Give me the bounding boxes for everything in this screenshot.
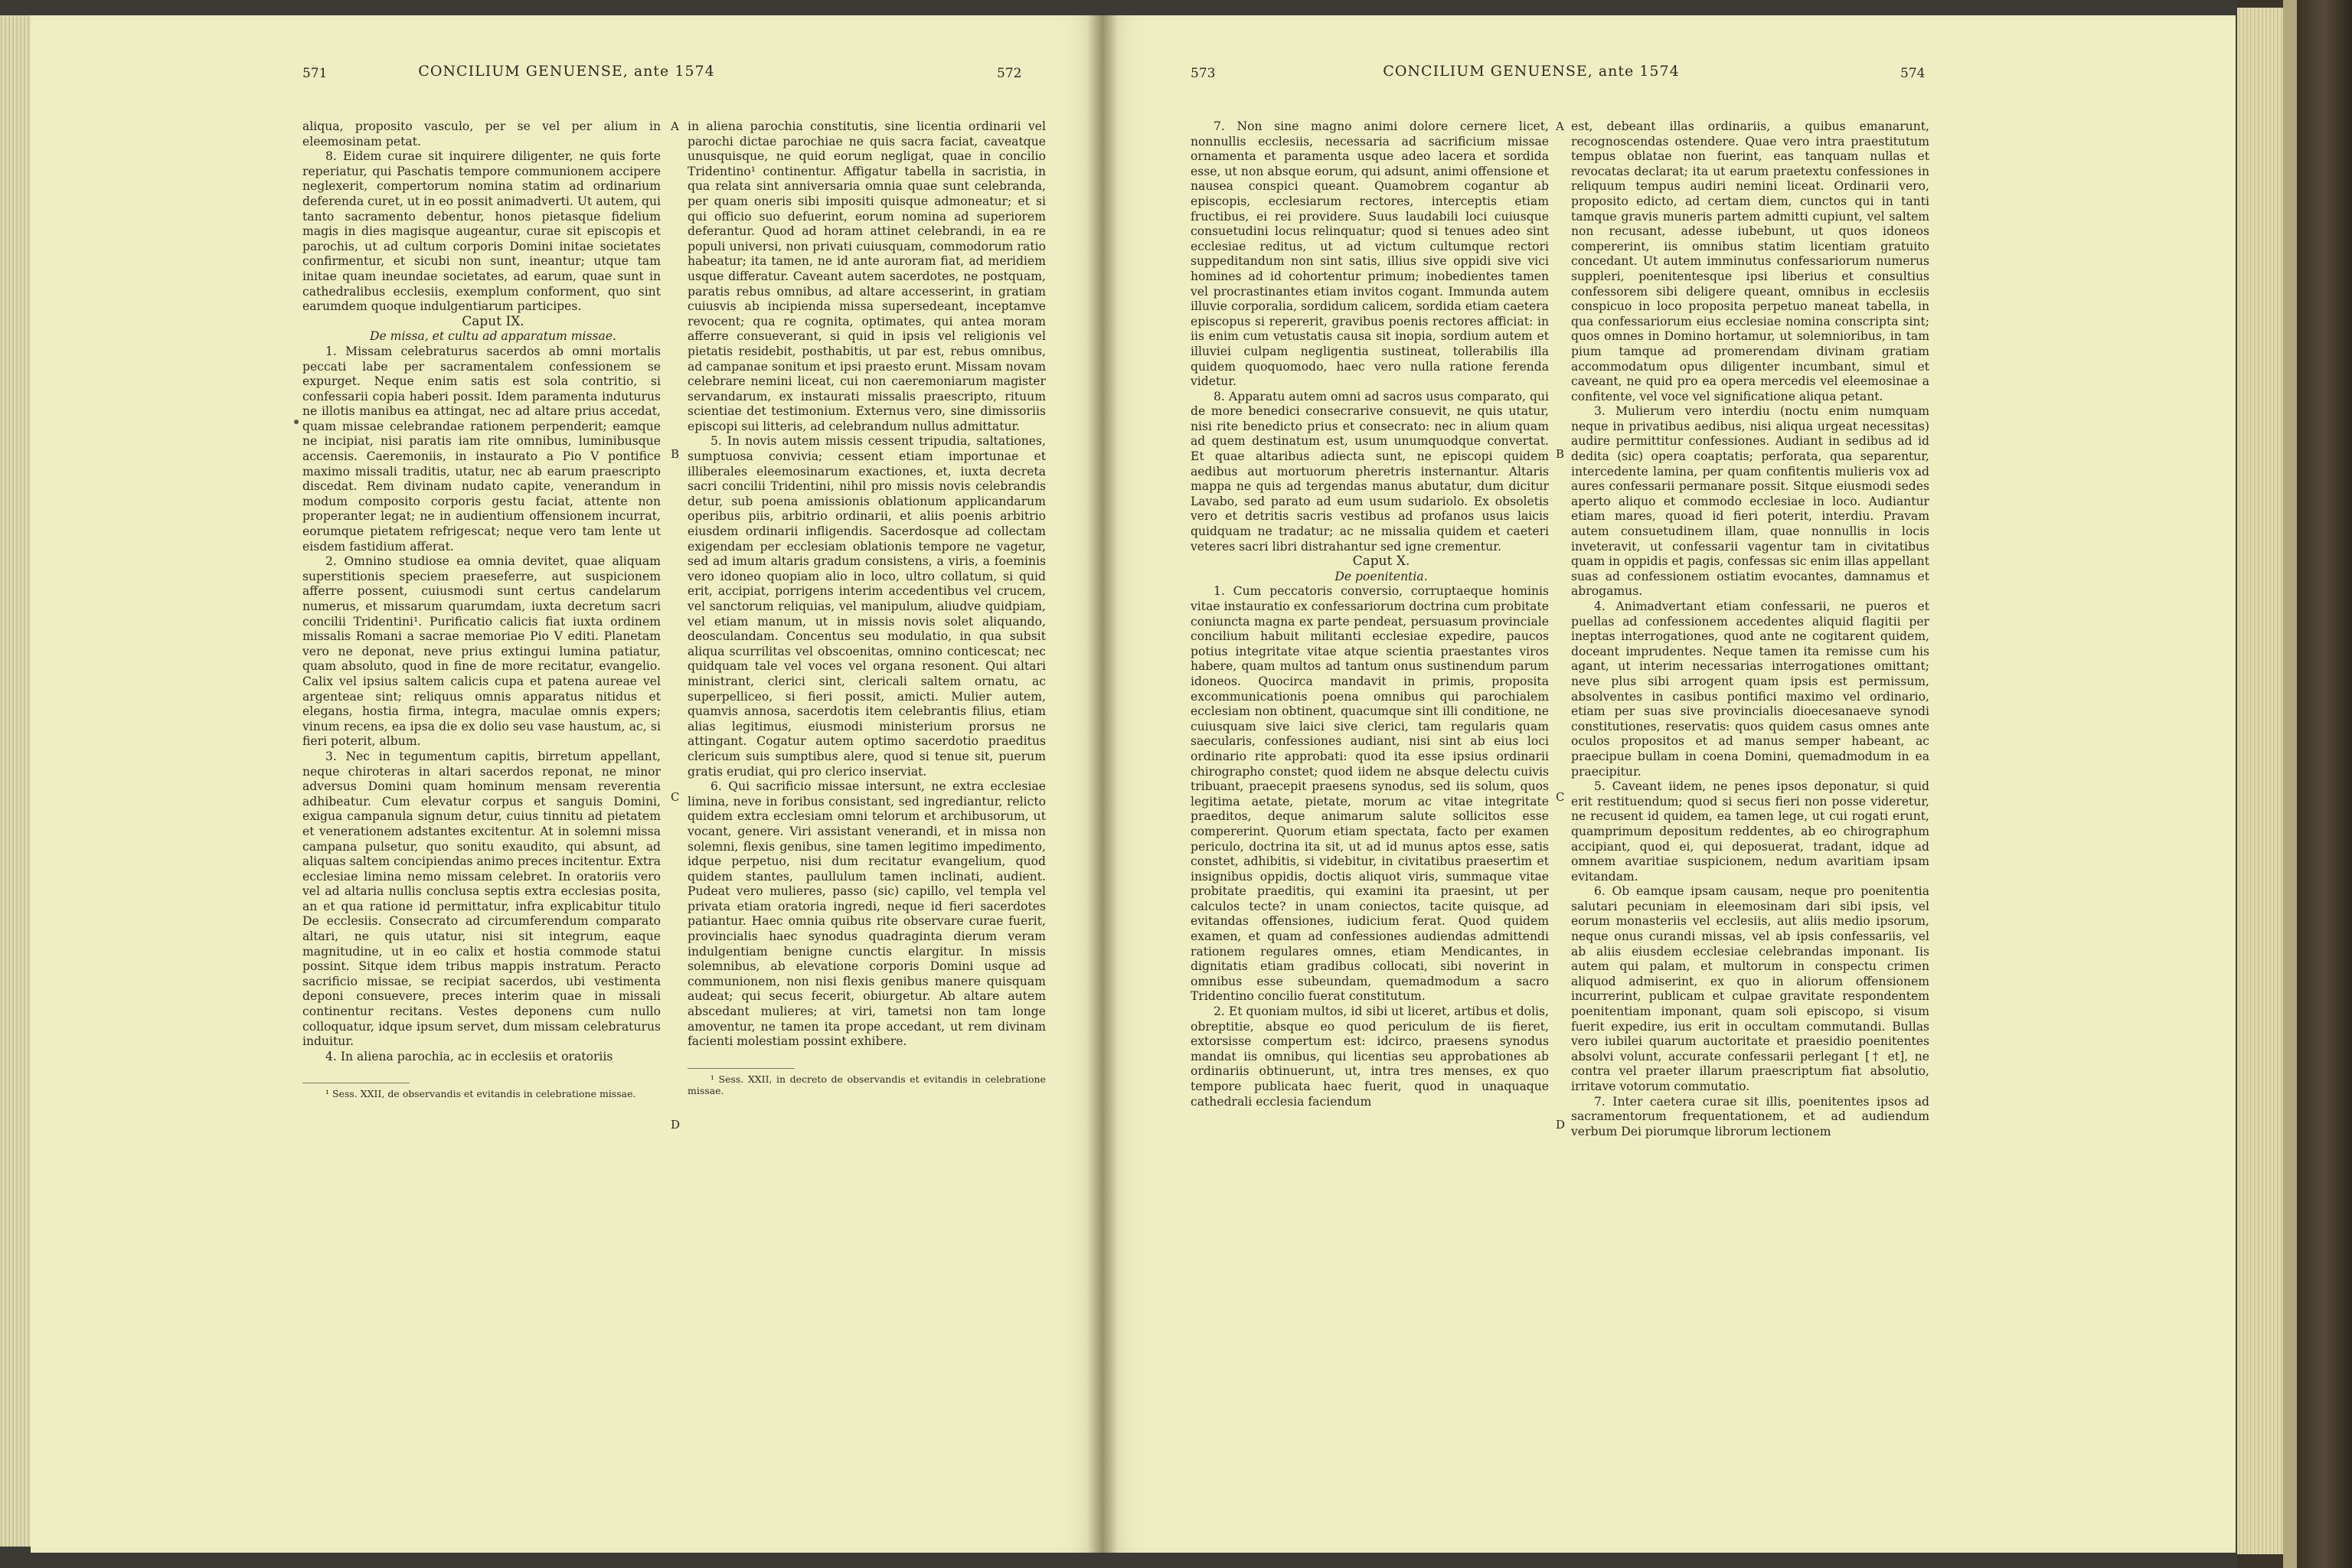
margin-marker: B xyxy=(1556,447,1565,461)
margin-marker: A xyxy=(1556,119,1564,133)
paragraph: 7. Non sine magno animi dolore cernere licet, nonnullis ecclesiis, necessaria ad sacrificium missae ornamenta et paramenta usque adeo lacera et sordida esse, ut non absque eorum, qui adsunt, animi offensione et nausea conspici queant. Quamobrem cogantur ab episcopis, ecclesiarum rectores, interceptis etiam fructibus, ei rei providere. Suus laudabili loci cuiusque consuetudini locus relinquatur; quod si tenues adeo sint ecclesiae reditus, ut ad victum cultumque rectori suppeditandum non sint satis, illius sive oppidi sive vici homines ad id cohortentur primum; inobedientes tamen vel procrastinantes etiam invitos cogant. Immunda autem illuvie corporalia, sordidum calicem, sordida etiam caetera episcopus si repererit, gravibus poenis rectores afficiat: in iis enim cum vetustatis causa sit inopia, sordium autem et illuviei culpam negligentia sustineat, tollerabilis illa quidem quoquomodo, haec vero nulla ratione ferenda videtur. xyxy=(1191,119,1549,389)
running-header xyxy=(1102,63,2236,86)
paragraph: 4. Animadvertant etiam confessarii, ne pueros et puellas ad confessionem accedentes aliquid flagitii per ineptas interrogationes, quod ante ne cogitarent quidem, doceant imprudentes. Neque tamen ita remisse cum his agant, ut interim necessarias interrogationes omittant; neve plus sibi arrogent quam ipsis est permissum, absolventes in casibus pontifici maximo vel ordinario, etiam per suas sive provincialis dioecesanaeve synodi constitutiones, reservatis: quos quidem casus omnes ante oculos propositos et ad manus semper habeant, ac praecipue bullam in coena Domini, quemadmodum in ea praecipitur. xyxy=(1571,599,1929,779)
page-stack-left xyxy=(0,15,31,1547)
paragraph: 4. In aliena parochia, ac in ecclesiis et oratoriis xyxy=(325,1049,613,1063)
page-number: 571 xyxy=(302,66,328,81)
paragraph: est, debeant illas ordinariis, a quibus emanarunt, recognoscendas ostendere. Quae vero intra praestitutum tempus oblatae non fuerint, eas tanquam nullas et revocatas declarat; ita ut earum praetextu confessiones in reliquum tempus audiri nemini liceat. Ordinarii vero, proposito edicto, ad certam diem, cunctos qui in tanti tamque gravis muneris partem admitti cupiunt, vel saltem non recusant, adesse iubebunt, ut quos idoneos compererint, iis omnibus statim licentiam gratuito concedant. Ut autem imminutus confessariorum numerus suppleri, poenitentesque ipsi liberius et consultius confessorem sibi deligere queant, omnibus in ecclesiis conspicuo in loco proposita perpetuo maneat tabella, in qua confessariorum eius ecclesiae nomina conscripta sint; quos omnes in Domino hortamur, ut solemnioribus, in tam pium tamque ad promerendam divinam gratiam accommodatum opus diligenter incumbant, simul et caveant, ne quid pro ea opera mercedis vel eleemosinae a confitente, vel voce vel significatione aliqua petant. xyxy=(1571,119,1929,403)
text-column-2 xyxy=(688,119,1046,1096)
paragraph: 8. Eidem curae sit inquirere diligenter, ne quis forte reperiatur, qui Paschatis tempore communionem accipere neglexerit, compertorum nomina statim ad ordinarium deferenda curet, ut in eo possit animadverti. Ut autem, qui tanto sacramento debentur, honos pietasque fidelium magis in dies magisque augeantur, curae sit episcopis et parochis, ut ad cultum corporis Domini initae societates confirmentur, et sicubi non sunt, ineantur; utque tam initae quam ineundae societates, ad earum, quae sunt in cathedralibus ecclesiis, exemplum conforment, quo sint earumdem quoque indulgentiarum participes. xyxy=(302,149,661,314)
running-head-title: CONCILIUM GENUENSE, ante 1574 xyxy=(418,63,715,80)
chapter-title: Caput X. xyxy=(1352,554,1410,570)
cover-edge xyxy=(2283,0,2297,1568)
margin-marker: C xyxy=(1556,790,1565,804)
margin-marker: D xyxy=(1556,1118,1566,1132)
paragraph: 3. Nec in tegumentum capitis, birretum appellant, neque chiroteras in altari sacerdos reponat, ne minor adversus Domini quam hominum mensam reverentia adhibeatur. Cum elevatur corpus et sanguis Domini, exigua campanula signum detur, cuius tinnitu ad pietatem et venerationem adstantes excitentur. At in solemni missa campana pulsetur, quo sonitu exaudito, qui absunt, ad aliquas saltem concipiendas animo preces incitentur. Extra ecclesiae limina nemo missam celebret. In oratoriis vero vel ad altaria nullis conclusa septis extra ecclesias posita, an et qua ratione id permittatur, infra explicabitur titulo De ecclesiis. Consecrato ad circumferendum comparato altari, ne quis utatur, nisi sit integrum, eaque magnitudine, ut in eo calix et hostia commode statui possint. Sitque idem tribus mappis instratum. Peracto sacrificio missae, se recipiat sacerdos, ubi vestimenta deponi consuevere, preces interim quae in missali continentur recitans. Vestes deponens cum nullo colloquatur, idque ipsum servet, dum missam celebraturus induitur. xyxy=(302,749,661,1049)
footnote: ¹ Sess. XXII, in decreto de observandis et evitandis in celebratione missae. xyxy=(688,1073,1046,1096)
chapter-subtitle: De poenitentia. xyxy=(1334,569,1428,583)
paragraph: in aliena parochia constitutis, sine licentia ordinarii vel parochi dictae parochiae ne quis sacra faciat, caveatque unusquisque, ne quid eorum negligat, quae in concilio Tridentino¹ continentur. Affigatur tabella in sacristia, in qua relata sint anniversaria omnia quae sunt celebranda, per quam oneris sibi impositi quisque admoneatur; et si qui officio suo defuerint, eorum nomina ad superiorem deferantur. Quod ad horam attinet celebrandi, in ea re populi universi, non privati cuiusquam, commodorum ratio habeatur; ita tamen, ne id ante auroram fiat, ad meridiem usque differatur. Caveant autem sacerdotes, ne postquam, paratis rebus omnibus, ad altare accesserint, in gratiam cuiusvis ab incipienda missa supersedeant, inceptamve revocent; qua re cognita, optimates, qui antea moram afferre consueverant, si quid in ipsis vel religionis vel pietatis residebit, posthabitis, ut par est, rebus omnibus, ad campanae sonitum et ipsi praesto erunt. Missam novam celebrare nemini liceat, cui non caeremoniarum magister servandarum, ex instaurati missalis praescripto, rituum scientiae det testimonium. Externus vero, sine dimissoriis episcopi sui litteris, ad celebrandum nullus admittatur. xyxy=(688,119,1046,433)
margin-marker: C xyxy=(671,790,680,804)
paragraph: 7. Inter caetera curae sit illis, poenitentes ipsos ad sacramentorum frequentationem, et ad audiendum verbum Dei piorumque librorum lectionem xyxy=(1571,1094,1929,1138)
paragraph: 5. In novis autem missis cessent tripudia, saltationes, sumptuosa convivia; cessent etiam importunae et illiberales eleemosinarum exactiones, et, iuxta decreta sacri concilii Tridentini, nihil pro missis novis celebrandis detur, sub poena amissionis oblationum applicandarum operibus piis, arbitrio ordinarii, et aliis poenis arbitrio eiusdem ordinarii infligendis. Sacerdosque ad collectam exigendam per ecclesiam oblationis tempore ne vagetur, sed ad imum altaris gradum consistens, a viris, a foeminis vero idoneo quopiam alio in loco, ultro collatum, si quid erit, accipiat, porrigens interim accedentibus vel crucem, vel sanctorum reliquias, vel manipulum, aliudve quidpiam, vel etiam manum, ut in missis novis solet aliquando, deosculandam. Concentus seu modulatio, in qua subsit aliqua scurrilitas vel obscoenitas, omnino conticescat; nec quidquam tale vel voces vel organa resonent. Qui altari ministrant, clerici sint, clericali saltem ornatu, ac superpelliceo, si fieri possit, amicti. Mulier autem, quamvis annosa, sacerdotis item celebrantis filius, etiam alias legitimus, eiusmodi ministerium prorsus ne attingant. Cogatur autem optimo sacerdotio praeditus clericum suis sumptibus alere, quod si tenue sit, puerum gratis erudiat, qui pro clerico inserviat. xyxy=(688,434,1046,779)
margin-marker: B xyxy=(671,447,680,461)
margin-marker: A xyxy=(671,119,679,133)
footnote-rule xyxy=(688,1068,795,1069)
running-header xyxy=(31,63,1102,86)
page-stack-right xyxy=(2237,8,2283,1554)
paragraph: 2. Et quoniam multos, id sibi ut liceret, artibus et dolis, obreptitie, absque eo quod periculum de iis fieret, extorsisse compertum est: idcirco, praesens synodus mandat iis omnibus, qui licentias seu approbationes ab ordinariis obtinuerunt, ut, intra tres menses, ex quo tempore publicata haec fuerit, quod in unaquaque cathedrali ecclesia faciendum xyxy=(1191,1004,1549,1109)
book-gutter xyxy=(1087,15,1118,1553)
running-head-title: CONCILIUM GENUENSE, ante 1574 xyxy=(1383,63,1680,80)
paragraph: 6. Qui sacrificio missae intersunt, ne extra ecclesiae limina, neve in foribus consistant, sed ingrediantur, relicto quidem extra ecclesiam omni telorum et archibusorum, ut vocant, genere. Viri assistant venerandi, et in missa non solemni, flexis genibus, sine tamen legitimo impedimento, idque perpetuo, nisi dum recitatur evangelium, quod quidem stantes, paullulum tamen inclinati, audient. Pudeat vero mulieres, passo (sic) capillo, vel templa vel privata etiam oratoria ingredi, neque id fieri sacerdotes patiantur. Haec omnia quibus rite observare curae fuerit, provincialis haec synodus quadraginta dierum veram indulgentiam benigne cunctis elargitur. In missis solemnibus, ab elevatione corporis Domini usque ad communionem, non nisi flexis genibus manere quisquam audeat; qui secus fecerit, obiurgetur. Ab altare autem abscedant mulieres; at viri, tametsi non tam longe amoventur, ne tamen ita prope accedant, ut rem divinam facienti molestiam possint exhibere. xyxy=(688,779,1046,1049)
paragraph: 8. Apparatu autem omni ad sacros usus comparato, qui de more benedici consecrarive consuevit, ne quis utatur, nisi rite benedicto prius et consecrato: nec in alium quam ad quem destinatum est, usum unumquodque convertat. Et quae altaribus adiecta sunt, ne episcopi quidem aedibus aut mortuorum pheretris insternantur. Altaris mappa ne quis ad tergendas manus abutatur, dum dicitur Lavabo, sed parato ad eum usum sudariolo. Ex obsoletis vero et detritis sacris vestibus ad profanos usus laicis quidquam ne tradatur; ac ne missalia quidem et caeteri veteres sacri libri distrahantur sed igne crementur. xyxy=(1191,389,1549,554)
page-number: 574 xyxy=(1900,66,1926,81)
chapter-subtitle: De missa, et cultu ad apparatum missae. xyxy=(369,329,617,344)
text-column-1 xyxy=(1191,119,1549,1109)
book-board xyxy=(2297,0,2352,1568)
footnote: ¹ Sess. XXII, de observandis et evitandis in celebratione missae. xyxy=(325,1088,636,1100)
left-page xyxy=(31,15,1102,1553)
right-page xyxy=(1102,15,2236,1553)
paragraph: 6. Ob eamque ipsam causam, neque pro poenitentia salutari pecuniam in eleemosinam dari sibi ipsis, vel eorum monasteriis vel ecclesiis, aut aliis medio ipsorum, neque onus curandi missas, vel ab ipsis confessariis, vel ab aliis eiusdem ecclesiae celebrandas imponant. Iis autem qui palam, et multorum in conspectu crimen aliquod admiserint, ex quo in aliorum offensionem incurrerint, publicam et culpae gravitate respondentem poenitentiam imponant, quam soli episcopo, si visum fuerit expedire, ius erit in occultam commutandi. Bullas vero iubilei quarum auctoritate et praesidio poenitentes absolvi volunt, accurate confessarii perlegant [† et], ne contra vel praeter illarum praescriptum fiat absolutio, irritave votorum commutatio. xyxy=(1571,884,1929,1093)
page-number: 573 xyxy=(1191,66,1216,81)
paragraph: 5. Caveant iidem, ne penes ipsos deponatur, si quid erit restituendum; quod si secus fieri non posse videretur, ne recusent id quidem, ea tamen lege, ut cui rogati erunt, quamprimum depositum reddentes, ab eo chirographum accipiant, quod ei, qui deposuerat, tradant, idque ad omnem avaritiae suspicionem, nedum avaritiam ipsam evitandam. xyxy=(1571,779,1929,884)
page-number: 572 xyxy=(997,66,1022,81)
book-edge-right xyxy=(2237,0,2352,1568)
paragraph: aliqua, proposito vasculo, per se vel per alium in eleemosinam petat. xyxy=(302,119,661,149)
paragraph: 2. Omnino studiose ea omnia devitet, quae aliquam superstitionis speciem praeseferre, aut suspicionem afferre possent, cuiusmodi sunt certus candelarum numerus, et missarum quarumdam, iuxta decretum sacri concilii Tridentini¹. Purificatio calicis fiat iuxta ordinem missalis Romani a sacrae memoriae Pio V editi. Planetam vero ne deponat, neve prius extingui lumina patiatur, quam absoluto, quod in fine de more recitatur, evangelio. Calix vel ipsius saltem calicis cupa et patena aureae vel argenteae sint; reliquus omnis apparatus nitidus et elegans, hostia firma, integra, maculae omnis expers; vinum recens, ea ipsa die ex dolio seu vase haustum, ac, si fieri poterit, album. xyxy=(302,554,661,749)
paragraph: 1. Missam celebraturus sacerdos ab omni mortalis peccati labe per sacramentalem confessionem se expurget. Neque enim satis est sola contritio, si confessarii copia haberi possit. Idem paramenta induturus ne illotis manibus ea attingat, nec ad altare prius accedat, quam missae celebrandae rationem perpenderit; eamque ne incipiat, nisi paratis iam rite omnibus, luminibusque accensis. Caeremoniis, in instaurato a Pio V pontifice maximo missali traditis, utatur, nec ab earum praescripto discedat. Rem divinam nudato capite, venerandum in modum composito corporis gestu faciat, attente non properanter legat; ne in audientium offensionem incurrat, eorumque pietatem refrigescat; neque vero tam lente ut eisdem fastidium afferat. xyxy=(302,344,661,554)
paragraph: 1. Cum peccatoris conversio, corruptaeque hominis vitae instauratio ex confessariorum doctrina cum probitate coniuncta magna ex parte pendeat, persuasum provinciale concilium habuit militanti ecclesiae expedire, paucos potius integritate vitae atque scientia praestantes viros habere, quam multos ad tantum onus sustinendum parum idoneos. Quocirca mandavit in primis, proposita excommunicationis poena omnibus qui parochialem ecclesiam non obtinent, quacumque sint illi conditione, ne cuiusquam sive laici sive clerici, tam regularis quam saecularis, confessiones audiant, nisi sint ab eius loci ordinario rite approbati: quod ita esse ipsius ordinarii chirographo constet; quod iidem ne absque delectu cuivis tribuant, praecepit praesens synodus, sed iis solum, quos legitima aetate, pietate, morum ac vitae integritate praeditos, deque animarum salute sollicitos esse compererint. Quorum etiam spectata, facto per examen periculo, doctrina ita sit, ut ad id munus aptos esse, satis constet, adhibitis, si videbitur, in civitatibus praesertim et insignibus oppidis, doctis aliquot viris, summaque vitae probitate praeditis, qui examini ita praesint, ut per calculos tecte? in unam coniectos, tacite quisque, ad evitandas offensiones, iudicium ferat. Quod quidem examen, et quam ad confessiones audiendas admittendi rationem regulares omnes, etiam Mendicantes, in dignitatis etiam gradibus collocati, sibi noverint in omnibus esse subeundam, quemadmodum a sacro Tridentino concilio fuerat constitutum. xyxy=(1191,584,1549,1004)
text-column-2 xyxy=(1571,119,1929,1139)
margin-marker: D xyxy=(671,1118,681,1132)
text-column-1 xyxy=(302,119,661,1099)
chapter-title: Caput IX. xyxy=(462,313,524,329)
paragraph: 3. Mulierum vero interdiu (noctu enim numquam neque in privatibus aedibus, nisi aliqua urgeat necessitas) audire permittitur confessiones. Audiant in sedibus ad id dedita (sic) opera coaptatis; perforata, qua separentur, intercedente lamina, per quam confitentis mulieris vox ad aures confessarii permanare possit. Sitque eiusmodi sedes aperto aliquo et commodo ecclesiae in loco. Audiantur etiam mares, quoad id fieri poterit, interdiu. Pravam autem consuetudinem illam, quae nonnullis in locis inveteravit, ut confessarii vagentur tam in civitatibus quam in oppidis et pagis, confessas sic enim illas appellant suas ad confessionem ostiatim evocantes, damnamus et abrogamus. xyxy=(1571,404,1929,599)
margin-dot xyxy=(294,420,299,424)
